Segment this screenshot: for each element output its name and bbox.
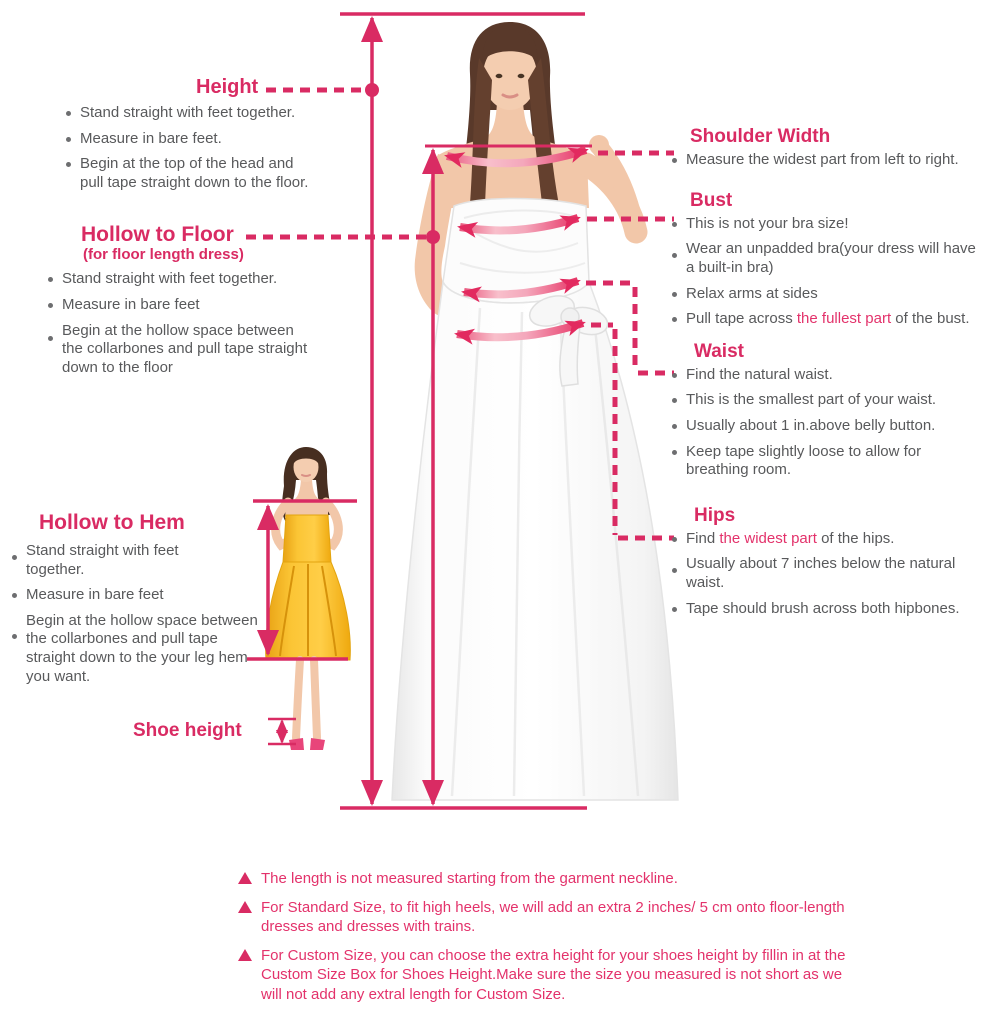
bullet-dot-icon [48, 303, 53, 308]
note-item: For Standard Size, to fit high heels, we will add an extra 2 inches/ 5 cm onto floor-length dresses and dresses with trains. [238, 898, 863, 937]
list-item: Stand straight with feet together. [48, 270, 340, 289]
list-item: Measure in bare feet [48, 296, 340, 315]
list-item: Relax arms at sides [672, 285, 998, 304]
main-model-photo [380, 18, 692, 813]
bullet-dot-icon [12, 634, 17, 639]
waist-tape-arrow [464, 281, 674, 373]
list-item: Tape should brush across both hipbones. [672, 600, 998, 619]
bullet-dot-icon [672, 398, 677, 403]
notes-list [238, 869, 863, 1013]
list-item: Begin at the top of the head and pull tape straight down to the floor. [66, 155, 340, 192]
note-item: For Custom Size, you can choose the extra height for your shoes height by fillin in at the Custom Size Box for Shoes Height.Make sure the size you measured is not short as we will not add any extral length for Custom Size. [238, 946, 863, 1005]
list-item: Begin at the hollow space between the collarbones and pull tape straight down to the your leg hem you want. [12, 612, 264, 686]
highlighted-phrase: the fullest part [796, 310, 892, 328]
list-item: Measure the widest part from left to right. [672, 151, 998, 170]
bullet-dot-icon [672, 607, 677, 612]
list-item: Begin at the hollow space between the collarbones and pull tape straight down to the floor [48, 322, 340, 378]
shoulder-width-section [672, 127, 998, 176]
hips-tape-arrow [457, 323, 674, 538]
list-item: Stand straight with feet together. [66, 104, 340, 123]
shoulder-tape-arrow [447, 150, 674, 163]
warning-triangle-icon [238, 949, 252, 961]
list-item: This is the smallest part of your waist. [672, 391, 998, 410]
hips-title: Hips [694, 505, 736, 526]
shoe-height-label [133, 721, 242, 742]
hollow-to-floor-subtitle: (for floor length dress) [83, 246, 244, 264]
bullet-dot-icon [66, 162, 71, 167]
shoulder-width-title: Shoulder Width [690, 126, 831, 147]
height-section [60, 76, 340, 199]
list-item: Usually about 7 inches below the natural waist. [672, 555, 998, 592]
hollow-to-hem-title: Hollow to Hem [39, 511, 185, 534]
bullet-dot-icon [672, 568, 677, 573]
note-item: The length is not measured starting from the garment neckline. [238, 869, 863, 889]
bullet-dot-icon [48, 277, 53, 282]
height-title: Height [196, 76, 259, 98]
list-item: Find the widest part of the hips. [672, 530, 998, 549]
list-item: Measure in bare feet. [66, 130, 340, 149]
bullet-dot-icon [66, 111, 71, 116]
bullet-dot-icon [672, 450, 677, 455]
bullet-dot-icon [672, 317, 677, 322]
bullet-dot-icon [12, 555, 17, 560]
bullet-dot-icon [48, 336, 53, 341]
list-item: Measure in bare feet [12, 586, 264, 605]
warning-triangle-icon [238, 901, 252, 913]
warning-triangle-icon [238, 872, 252, 884]
bullet-dot-icon [672, 373, 677, 378]
bullet-dot-icon [672, 537, 677, 542]
waist-title: Waist [694, 341, 744, 362]
waist-section [672, 342, 998, 487]
highlighted-phrase: the widest part [719, 529, 817, 547]
list-item: Usually about 1 in.above belly button. [672, 417, 998, 436]
list-item: This is not your bra size! [672, 215, 998, 234]
bust-title: Bust [690, 190, 733, 211]
bullet-dot-icon [672, 292, 677, 297]
list-item: Keep tape slightly loose to allow for breathing room. [672, 443, 998, 480]
bullet-dot-icon [672, 222, 677, 227]
hollow-to-floor-section [45, 223, 340, 384]
list-item: Wear an unpadded bra(your dress will have a built-in bra) [672, 240, 998, 277]
bullet-dot-icon [672, 424, 677, 429]
shoe-height-bracket [268, 719, 296, 744]
list-item: Find the natural waist. [672, 366, 998, 385]
list-item: Pull tape across the fullest part of the bust. [672, 310, 998, 329]
bullet-dot-icon [12, 593, 17, 598]
bust-section [672, 191, 998, 336]
hollow-to-floor-title: Hollow to Floor [81, 223, 234, 246]
shoe-height-title: Shoe height [133, 720, 242, 741]
hollow-to-hem-section [12, 511, 264, 693]
bullet-dot-icon [672, 253, 677, 258]
hips-section [672, 506, 998, 625]
bullet-dot-icon [66, 137, 71, 142]
list-item: Stand straight with feet together. [12, 542, 264, 579]
bust-tape-arrow [460, 218, 674, 230]
small-model-photo [252, 442, 364, 767]
bullet-dot-icon [672, 158, 677, 163]
